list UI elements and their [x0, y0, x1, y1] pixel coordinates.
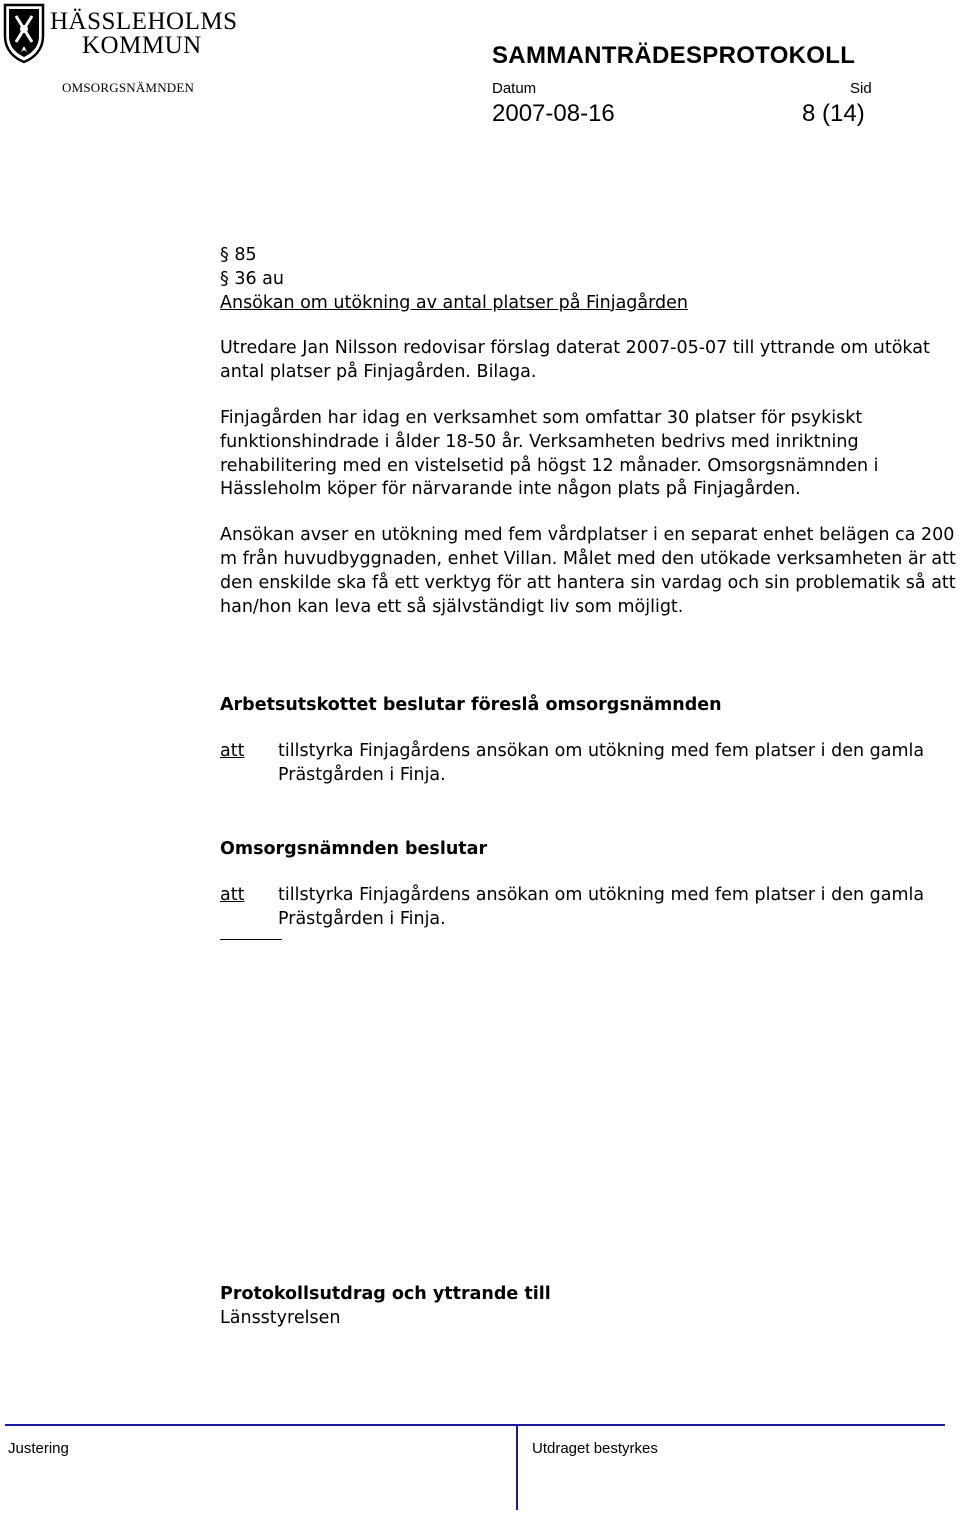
coat-of-arms-icon	[2, 2, 46, 64]
distribution	[220, 1282, 960, 1330]
proposal-text: tillstyrka Finjagårdens ansökan om utökning med fem platser i den gamla Prästgården i Finja.	[278, 740, 925, 785]
footer-divider	[5, 1424, 945, 1426]
certified-label: Utdraget bestyrkes	[532, 1440, 658, 1457]
section-number: 85	[234, 245, 257, 265]
board-decision-heading: Omsorgsnämnden beslutar	[220, 839, 488, 859]
document-title: SAMMANTRÄDESPROTOKOLL	[492, 42, 856, 69]
committee-proposal-heading: Arbetsutskottet beslutar föreslå omsorgsnämnden	[220, 695, 722, 715]
reference-number: 36 au	[234, 268, 284, 289]
section-symbol: §	[220, 245, 229, 265]
section-symbol: §	[220, 268, 229, 289]
committee-proposal	[220, 694, 960, 787]
date-value: 2007-08-16	[492, 100, 615, 127]
end-rule	[220, 939, 282, 940]
att-keyword: att	[220, 740, 245, 761]
footer-column-divider	[516, 1426, 518, 1510]
section-line	[220, 244, 960, 268]
paragraph: Ansökan avser en utökning med fem vårdplatser i en separat enhet belägen ca 200 m från huvudbyggnaden, enhet Villan. Målet med den utökade verksamheten är att den enskilde ska få ett verktyg för att hantera sin vardag och sin problematik så att han/hon kan leva ett så självständigt liv som möjligt.	[220, 525, 956, 617]
distribution-recipient: Länsstyrelsen	[220, 1308, 341, 1328]
paragraph: Utredare Jan Nilsson redovisar förslag daterat 2007-05-07 till yttrande om utökat antal platser på Finjagården. Bilaga.	[220, 338, 930, 383]
att-keyword: att	[220, 884, 245, 905]
item-content	[220, 244, 960, 619]
distribution-heading: Protokollsutdrag och yttrande till	[220, 1284, 551, 1304]
proposal-clause	[220, 740, 960, 788]
item-title: Ansökan om utökning av antal platser på Finjagården	[220, 292, 688, 313]
justering-label: Justering	[8, 1440, 69, 1457]
reference-line	[220, 268, 960, 292]
paragraph: Finjagården har idag en verksamhet som omfattar 30 platser för psykiskt funktionshindrade i ålder 18-50 år. Verksamheten bedrivs med inriktning rehabilitering med en vistelsetid på högst 12 månader. Omsorgsnämnden i Hässleholm köper för närvarande inte någon plats på Finjagården.	[220, 407, 879, 500]
page-label: Sid	[850, 80, 872, 97]
board-decision	[220, 838, 960, 940]
decision-clause	[220, 884, 960, 932]
date-label: Datum	[492, 80, 537, 97]
org-name-line1: HÄSSLEHOLMS	[50, 8, 238, 35]
page-value: 8 (14)	[802, 100, 865, 127]
department-name: OMSORGSNÄMNDEN	[62, 80, 195, 95]
org-name-line2: KOMMUN	[82, 32, 202, 59]
decision-text: tillstyrka Finjagårdens ansökan om utökning med fem platser i den gamla Prästgården i Finja.	[278, 884, 925, 929]
